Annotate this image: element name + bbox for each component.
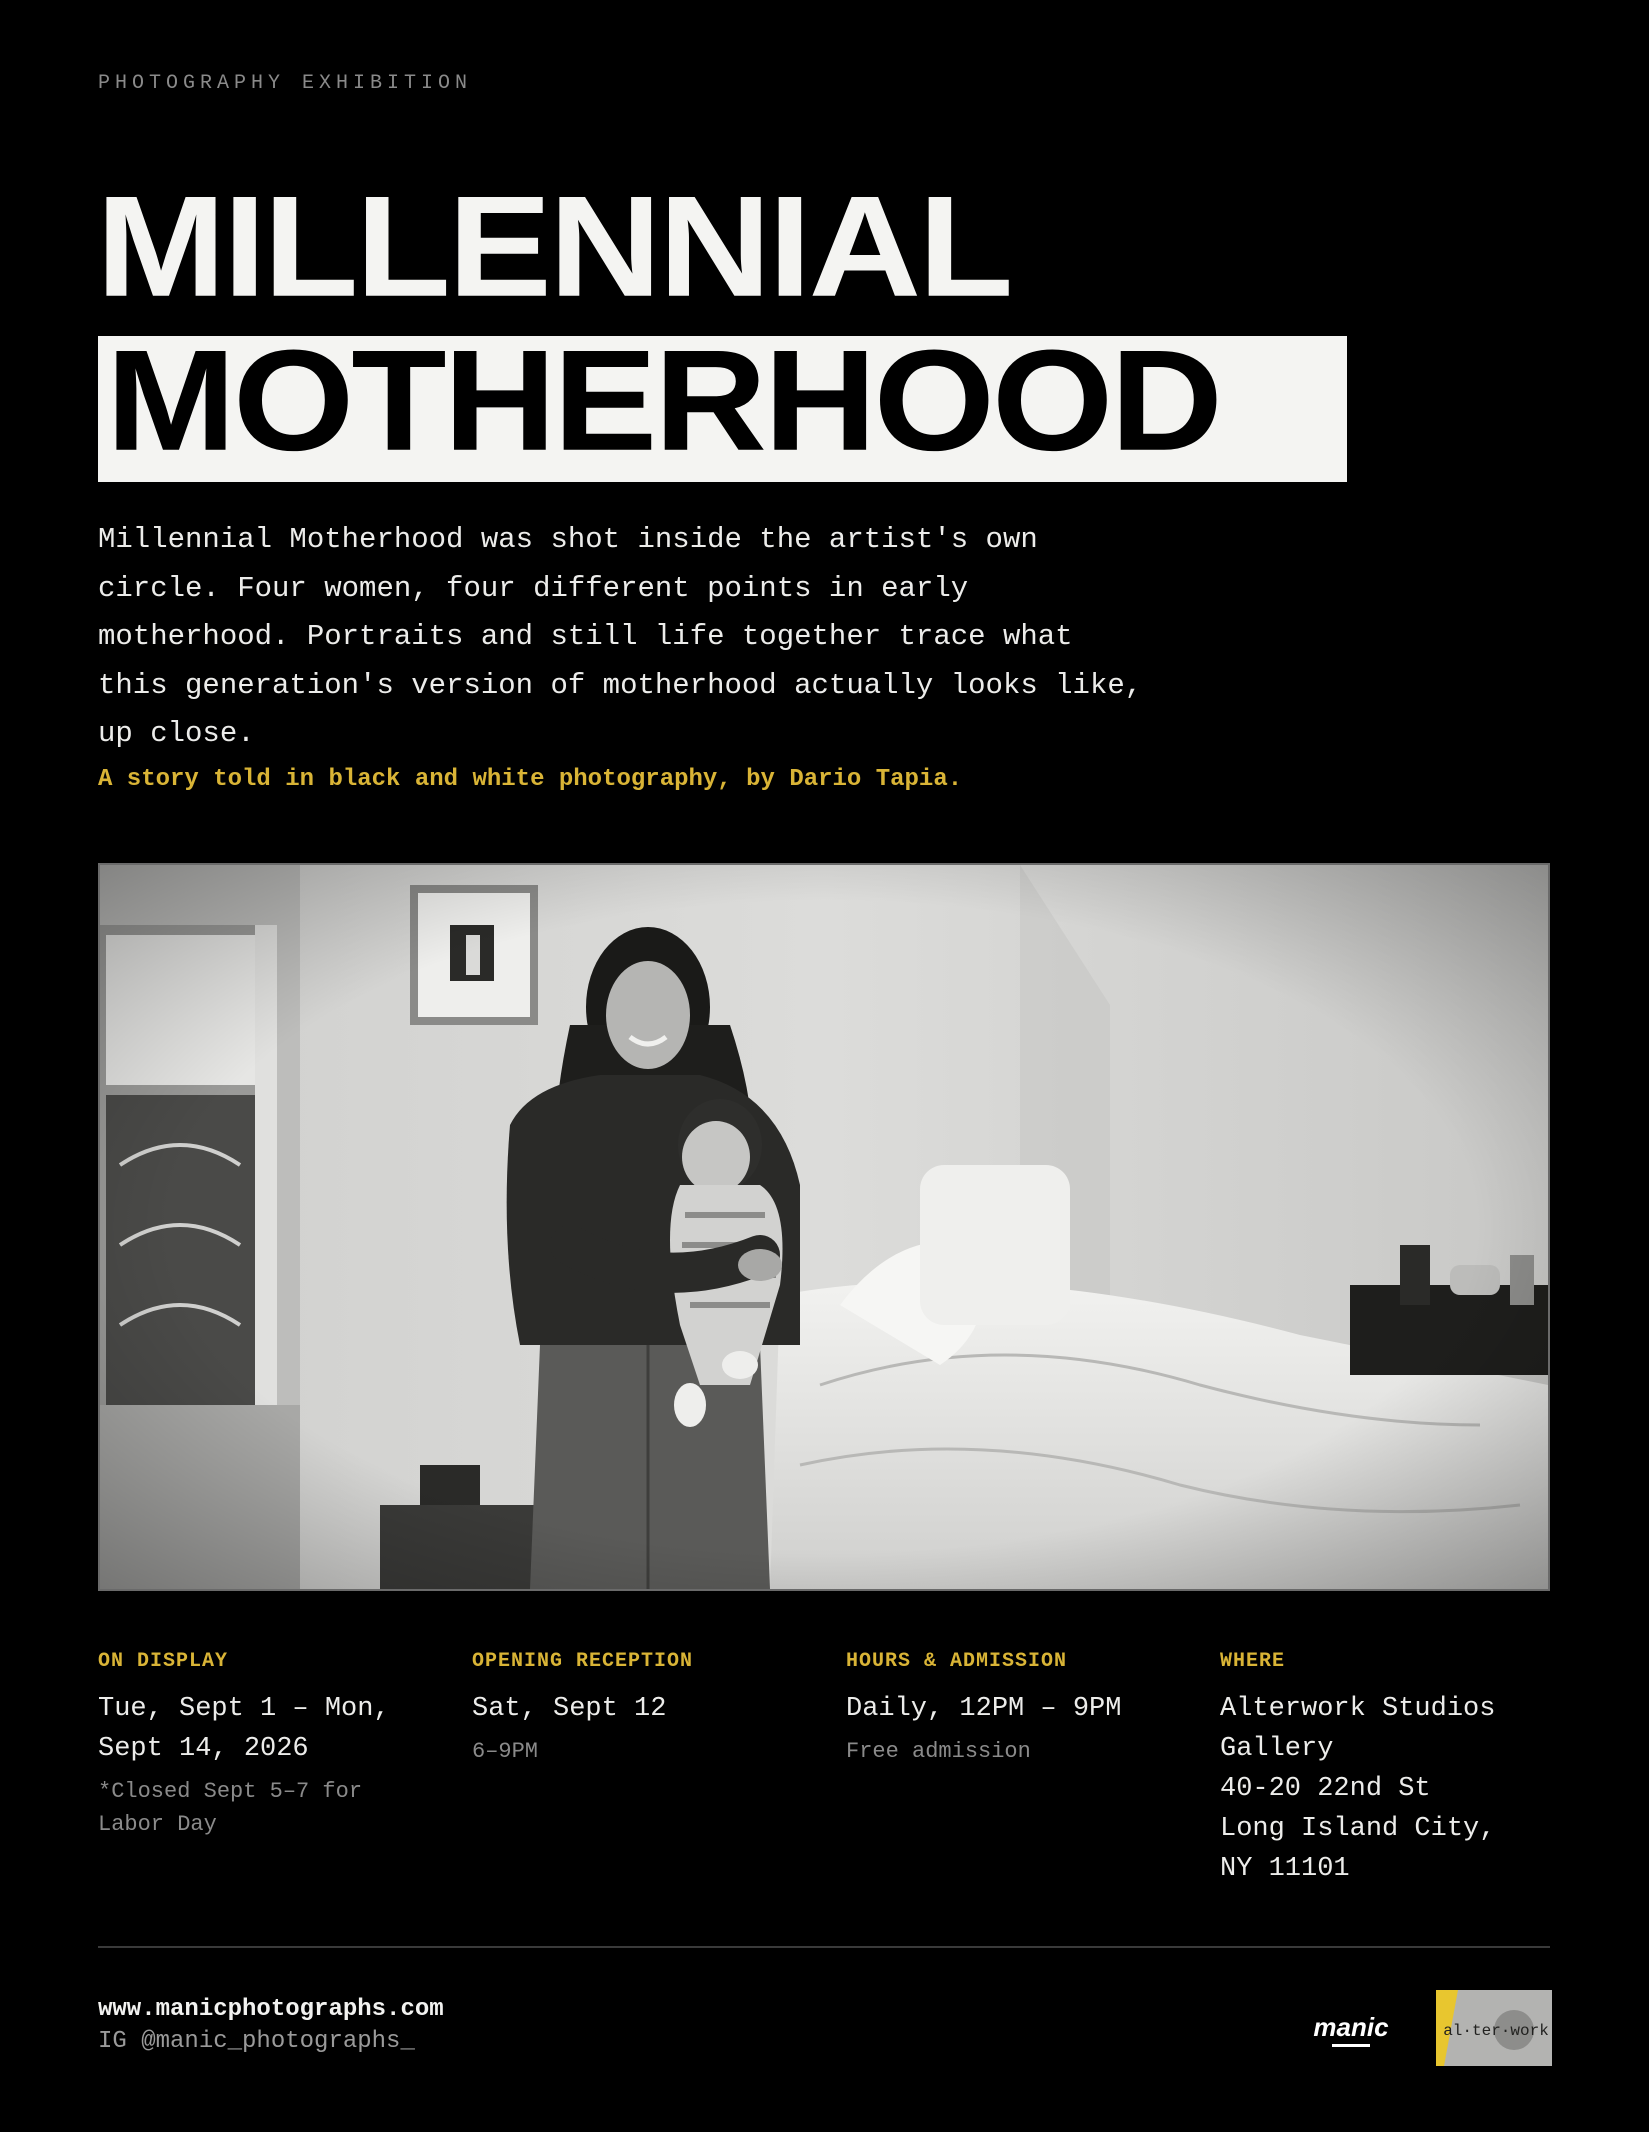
title-line-1: MILLENNIAL	[96, 166, 1011, 328]
website-link[interactable]: www.manicphotographs.com	[98, 1996, 444, 2023]
footer-divider	[98, 1946, 1550, 1948]
intro-line: Millennial Motherhood was shot inside the artist's own	[98, 523, 1038, 556]
alterwork-logo-text: al·ter·work	[1443, 2022, 1549, 2040]
exhibition-eyebrow: PHOTOGRAPHY EXHIBITION	[98, 72, 473, 95]
intro-line: motherhood. Portraits and still life together trace what	[98, 620, 1073, 653]
hours-block	[846, 1650, 1176, 1768]
on-display-note-line: *Closed Sept 5–7 for	[98, 1779, 363, 1804]
manic-logo	[1306, 2008, 1396, 2058]
hours-value: Daily, 12PM – 9PM	[846, 1694, 1122, 1724]
intro-line: up close.	[98, 717, 255, 750]
on-display-dates	[98, 1689, 428, 1769]
photographer-credit: A story told in black and white photography, by Dario Tapia.	[98, 766, 963, 793]
where-label: WHERE	[1220, 1650, 1286, 1673]
intro-line: circle. Four women, four different points in early	[98, 571, 969, 605]
venue-address	[1220, 1689, 1550, 1889]
manic-logo-text: manic	[1313, 2012, 1389, 2042]
address-line: 40-20 22nd St	[1220, 1774, 1431, 1804]
on-display-label: ON DISPLAY	[98, 1650, 229, 1673]
on-display-line: Sept 14, 2026	[98, 1734, 309, 1764]
reception-time: 6–9PM	[472, 1739, 539, 1764]
reception-date: Sat, Sept 12	[472, 1694, 667, 1724]
where-block	[1220, 1650, 1550, 1889]
reception-label: OPENING RECEPTION	[472, 1650, 694, 1673]
on-display-line: Tue, Sept 1 – Mon,	[98, 1694, 390, 1724]
intro-line: this generation's version of motherhood actually looks like,	[98, 668, 1143, 702]
address-line: Long Island City,	[1220, 1814, 1496, 1844]
hours-label: HOURS & ADMISSION	[846, 1650, 1068, 1673]
on-display-note	[98, 1775, 428, 1841]
alterwork-logo	[1436, 1990, 1552, 2066]
address-line: Alterwork Studios	[1220, 1694, 1496, 1724]
photo-illustration	[100, 865, 1548, 1589]
intro-paragraph	[98, 516, 1278, 759]
reception-block	[472, 1650, 802, 1768]
address-line: NY 11101	[1220, 1854, 1350, 1884]
address-line: Gallery	[1220, 1734, 1334, 1764]
exhibition-photo	[98, 863, 1550, 1591]
title-line-2: MOTHERHOOD	[106, 320, 1220, 482]
admission-note: Free admission	[846, 1739, 1031, 1764]
alterwork-logo-mark	[1436, 1990, 1552, 2066]
on-display-note-line: Labor Day	[98, 1812, 217, 1837]
title-highlight-box	[98, 320, 1347, 482]
instagram-handle[interactable]: IG @manic_photographs_	[98, 2028, 415, 2055]
on-display-block	[98, 1650, 428, 1841]
